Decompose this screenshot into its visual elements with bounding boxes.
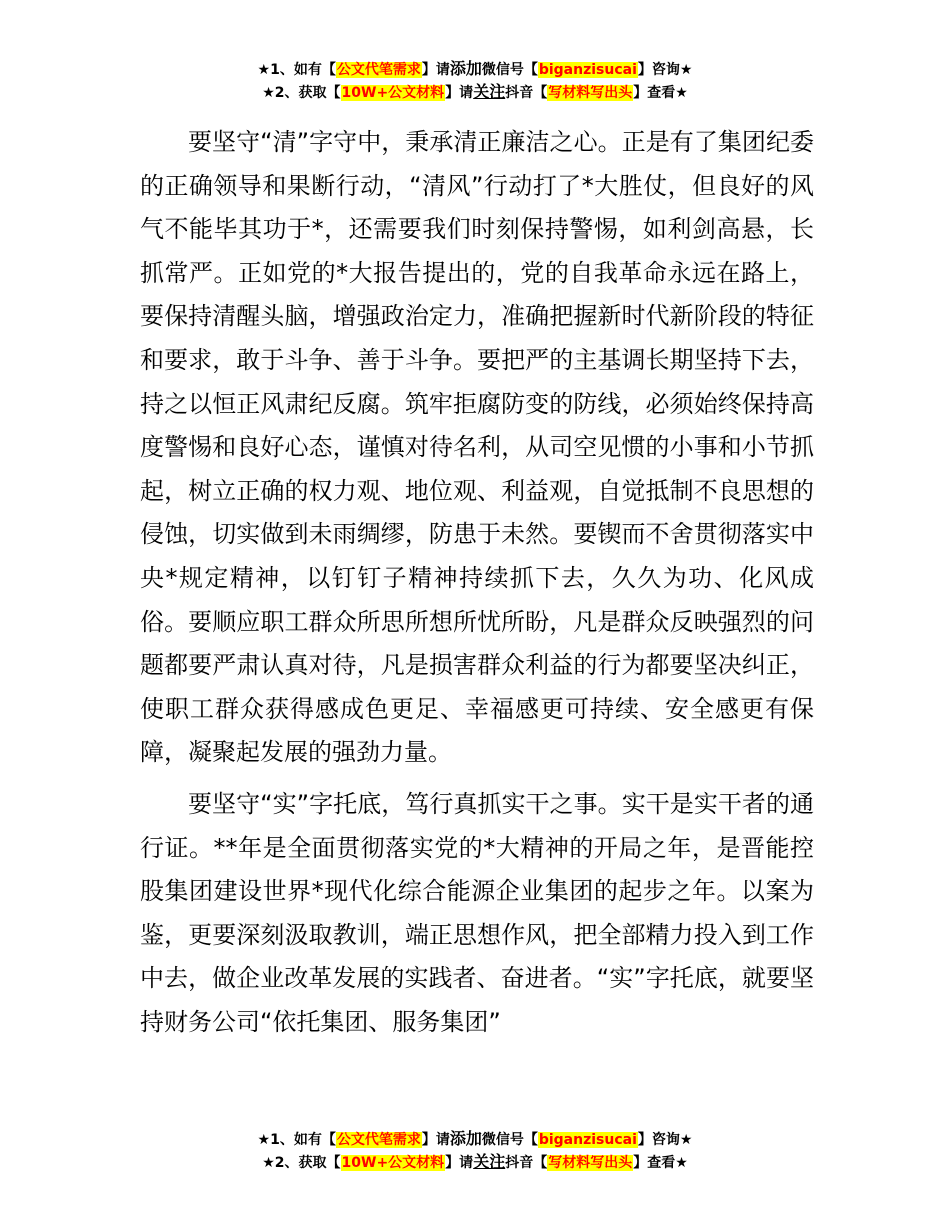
emphasis-add: 添加 [449, 1129, 482, 1148]
footer-banner-line-1: ★1、如有【公文代笔需求】请添加微信号【biganzisucai】咨询★ [257, 1129, 693, 1148]
highlight-ghostwriting-service: 公文代笔需求 [336, 62, 421, 78]
highlight-materials: 10W+公文材料 [341, 1155, 445, 1171]
body-paragraph-2: 要坚守“实”字托底，笃行真抓实干之事。实干是实干者的通行证。**年是全面贯彻落实党的*大精神的开局之年，是晋能控股集团建设世界*现代化综合能源企业集团的起步之年。以案为鉴，更要深刻汲取教训，端正思想作风，把全部精力投入到工作中去，做企业改革发展的实践者、奋进者。“实”字托底，就要坚持财务公司“依托集团、服务集团” [140, 789, 814, 1036]
emphasis-follow: 关注 [473, 1152, 506, 1171]
emphasis-follow: 关注 [473, 82, 506, 101]
header-banner [0, 58, 950, 104]
emphasis-add: 添加 [449, 59, 482, 78]
header-banner-line-1: ★1、如有【公文代笔需求】请添加微信号【biganzisucai】咨询★ [257, 59, 693, 78]
highlight-ghostwriting-service: 公文代笔需求 [336, 1132, 421, 1148]
highlight-wechat-id: biganzisucai [538, 62, 637, 78]
highlight-materials: 10W+公文材料 [341, 85, 445, 101]
footer-banner [0, 1128, 950, 1174]
header-banner-line-2: ★2、获取【10W+公文材料】请关注抖音【写材料写出头】查看★ [262, 82, 688, 101]
body-paragraph-1: 要坚守“清”字守中，秉承清正廉洁之心。正是有了集团纪委的正确领导和果断行动，“清风”行动打了*大胜仗，但良好的风气不能毕其功于*，还需要我们时刻保持警惕，如利剑高悬，长抓常严。正如党的*大报告提出的，党的自我革命永远在路上，要保持清醒头脑，增强政治定力，准确把握新时代新阶段的特征和要求，敢于斗争、善于斗争。要把严的主基调长期坚持下去，持之以恒正风肃纪反腐。筑牢拒腐防变的防线，必须始终保持高度警惕和良好心态，谨慎对待名利，从司空见惯的小事和小节抓起，树立正确的权力观、地位观、利益观，自觉抵制不良思想的侵蚀，切实做到未雨绸缪，防患于未然。要锲而不舍贯彻落实中央*规定精神，以钉钉子精神持续抓下去，久久为功、化风成俗。要顺应职工群众所思所想所忧所盼，凡是群众反映强烈的问题都要严肃认真对待，凡是损害群众利益的行为都要坚决纠正，使职工群众获得感成色更足、幸福感更可持续、安全感更有保障，凝聚起发展的强劲力量。 [140, 128, 814, 767]
footer-banner-line-2: ★2、获取【10W+公文材料】请关注抖音【写材料写出头】查看★ [262, 1152, 688, 1171]
highlight-douyin-account: 写材料写出头 [548, 1155, 633, 1171]
document-body [140, 121, 814, 1052]
highlight-douyin-account: 写材料写出头 [548, 85, 633, 101]
highlight-wechat-id: biganzisucai [538, 1132, 637, 1148]
